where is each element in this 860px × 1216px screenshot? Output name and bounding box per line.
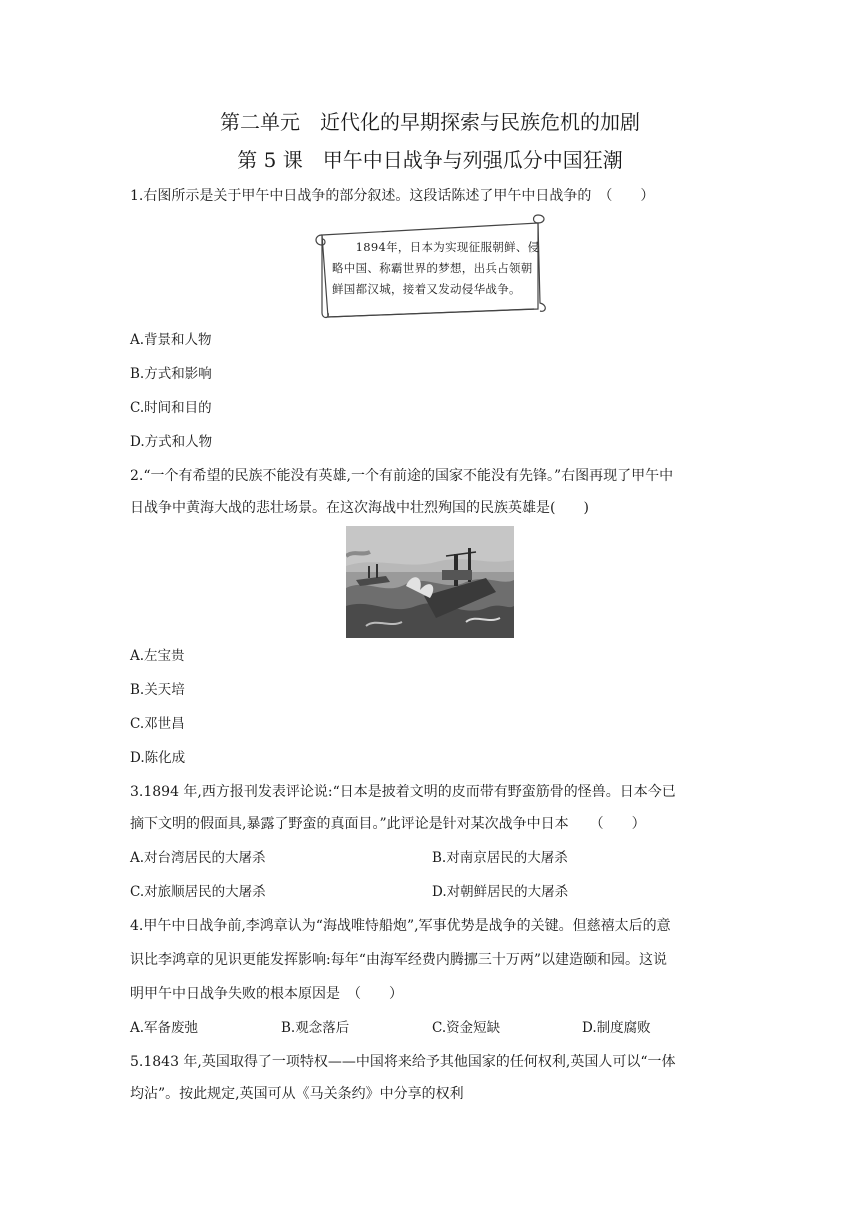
unit-title: 第二单元 近代化的早期探索与民族危机的加剧 (220, 110, 640, 134)
scroll-line: 略中国、称霸世界的梦想，出兵占领朝 (332, 261, 533, 275)
question-4-stem-line2: 识比李鸿章的见识更能发挥影响:每年“由海军经费内腾挪三十万两”以建造颐和园。这说 (130, 952, 668, 968)
q1-option-d: D.方式和人物 (130, 434, 213, 450)
question-2-stem-line1: 2.“一个有希望的民族不能没有英雄,一个有前途的国家不能没有先锋。”右图再现了甲午中 (130, 468, 674, 484)
question-4-stem-line3: 明甲午中日战争失败的根本原因是 （ ） (130, 986, 403, 1002)
scroll-illustration (312, 213, 550, 319)
question-3-stem-line2: 摘下文明的假面具,暴露了野蛮的真面目。”此评论是针对某次战争中日本 （ ） (130, 816, 646, 832)
q4-option-b: B.观念落后 (281, 1020, 350, 1036)
q3-option-c: C.对旅顺居民的大屠杀 (130, 884, 266, 900)
q3-option-a: A.对台湾居民的大屠杀 (130, 850, 266, 866)
question-2-stem-line2: 日战争中黄海大战的悲壮场景。在这次海战中壮烈殉国的民族英雄是( ) (130, 500, 589, 516)
question-5-stem-line2: 均沾”。按此规定,英国可从《马关条约》中分享的权利 (130, 1086, 464, 1102)
q3-option-b: B.对南京居民的大屠杀 (432, 850, 568, 866)
q2-option-d: D.陈化成 (130, 750, 186, 766)
question-4-stem-line1: 4.甲午中日战争前,李鸿章认为“海战唯恃船炮”,军事优势是战争的关键。但慈禧太后的意 (130, 918, 671, 934)
q4-option-d: D.制度腐败 (582, 1020, 651, 1036)
scroll-line: 鲜国都汉城，接着又发动侵华战争。 (332, 282, 521, 296)
q2-option-c: C.邓世昌 (130, 716, 185, 732)
q1-option-c: C.时间和目的 (130, 400, 212, 416)
q1-option-b: B.方式和影响 (130, 366, 212, 382)
q3-option-d: D.对朝鲜居民的大屠杀 (432, 884, 569, 900)
lesson-title: 第 5 课 甲午中日战争与列强瓜分中国狂潮 (237, 148, 623, 172)
question-5-stem-line1: 5.1843 年,英国取得了一项特权——中国将来给予其他国家的任何权利,英国人可以“一体 (130, 1054, 676, 1070)
question-3-stem-line1: 3.1894 年,西方报刊发表评论说:“日本是披着文明的皮而带有野蛮筋骨的怪兽。日本今已 (130, 784, 676, 800)
naval-battle-image (346, 526, 514, 638)
q4-option-c: C.资金短缺 (432, 1020, 501, 1036)
q1-option-a: A.背景和人物 (130, 332, 212, 348)
naval-battle-illustration (346, 526, 514, 638)
scroll-text (332, 237, 540, 300)
q2-option-b: B.关天培 (130, 682, 185, 698)
question-1-stem: 1.右图所示是关于甲午中日战争的部分叙述。这段话陈述了甲午中日战争的 （ ） (130, 188, 655, 204)
q4-option-a: A.军备废弛 (130, 1020, 199, 1036)
q2-option-a: A.左宝贵 (130, 648, 185, 664)
scroll-line: 1894年，日本为实现征服朝鲜、侵 (332, 240, 540, 254)
